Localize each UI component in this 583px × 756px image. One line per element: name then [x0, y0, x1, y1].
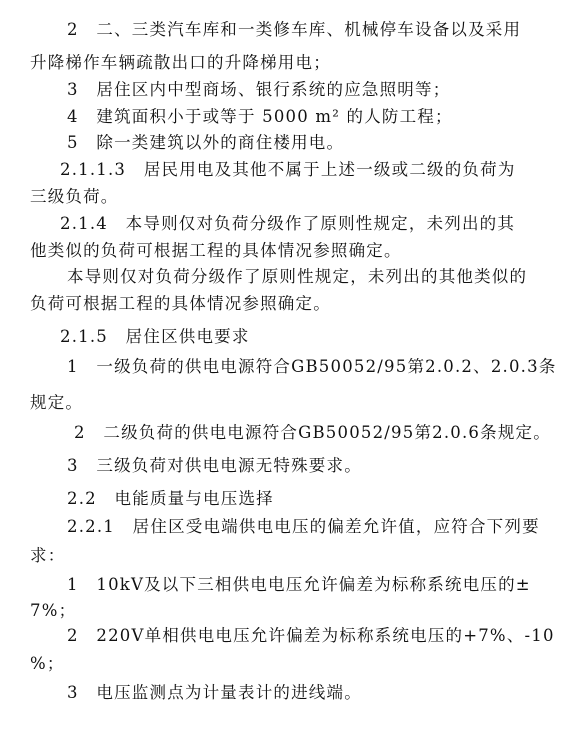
text-line: 7%； [30, 601, 77, 620]
text-line: 3 居住区内中型商场、银行系统的应急照明等； [67, 80, 451, 99]
text-line: 3 三级负荷对供电电源无特殊要求。 [67, 456, 362, 475]
text-line: 负荷可根据工程的具体情况参照确定。 [30, 294, 331, 313]
text-line: 1 一级负荷的供电电源符合GB50052/95第2.0.2、2.0.3条 [67, 357, 557, 376]
text-line: 2.2.1 居住区受电端供电电压的偏差允许值，应符合下列要 [67, 517, 540, 536]
text-line: 3 电压监测点为计量表计的进线端。 [67, 683, 362, 702]
text-line: 4 建筑面积小于或等于 5000 m² 的人防工程； [67, 107, 453, 126]
text-line: 升降梯作车辆疏散出口的升降梯用电； [30, 53, 331, 72]
text-line: 1 10kV及以下三相供电电压允许偏差为标称系统电压的± [67, 575, 531, 594]
text-line: 他类似的负荷可根据工程的具体情况参照确定。 [30, 241, 402, 260]
text-line: %； [30, 654, 65, 673]
text-line: 2 二、三类汽车库和一类修车库、机械停车设备以及采用 [67, 20, 522, 39]
text-line: 2.1.1.3 居民用电及其他不属于上述一级或二级的负荷为 [60, 160, 516, 179]
text-line: 规定。 [30, 393, 84, 412]
text-line: 2.1.5 居住区供电要求 [60, 327, 250, 346]
text-line: 5 除一类建筑以外的商住楼用电。 [67, 133, 345, 152]
text-line: 2.1.4 本导则仅对负荷分级作了原则性规定，未列出的其 [60, 214, 516, 233]
text-line: 2 二级负荷的供电电源符合GB50052/95第2.0.6条规定。 [74, 423, 551, 442]
text-line: 2.2 电能质量与电压选择 [67, 489, 274, 508]
text-line: 2 220V单相供电电压允许偏差为标称系统电压的+7%、-10 [67, 626, 555, 645]
text-line: 本导则仅对负荷分级作了原则性规定，未列出的其他类似的 [67, 267, 528, 286]
text-line: 求： [30, 546, 66, 565]
text-line: 三级负荷。 [30, 187, 119, 206]
